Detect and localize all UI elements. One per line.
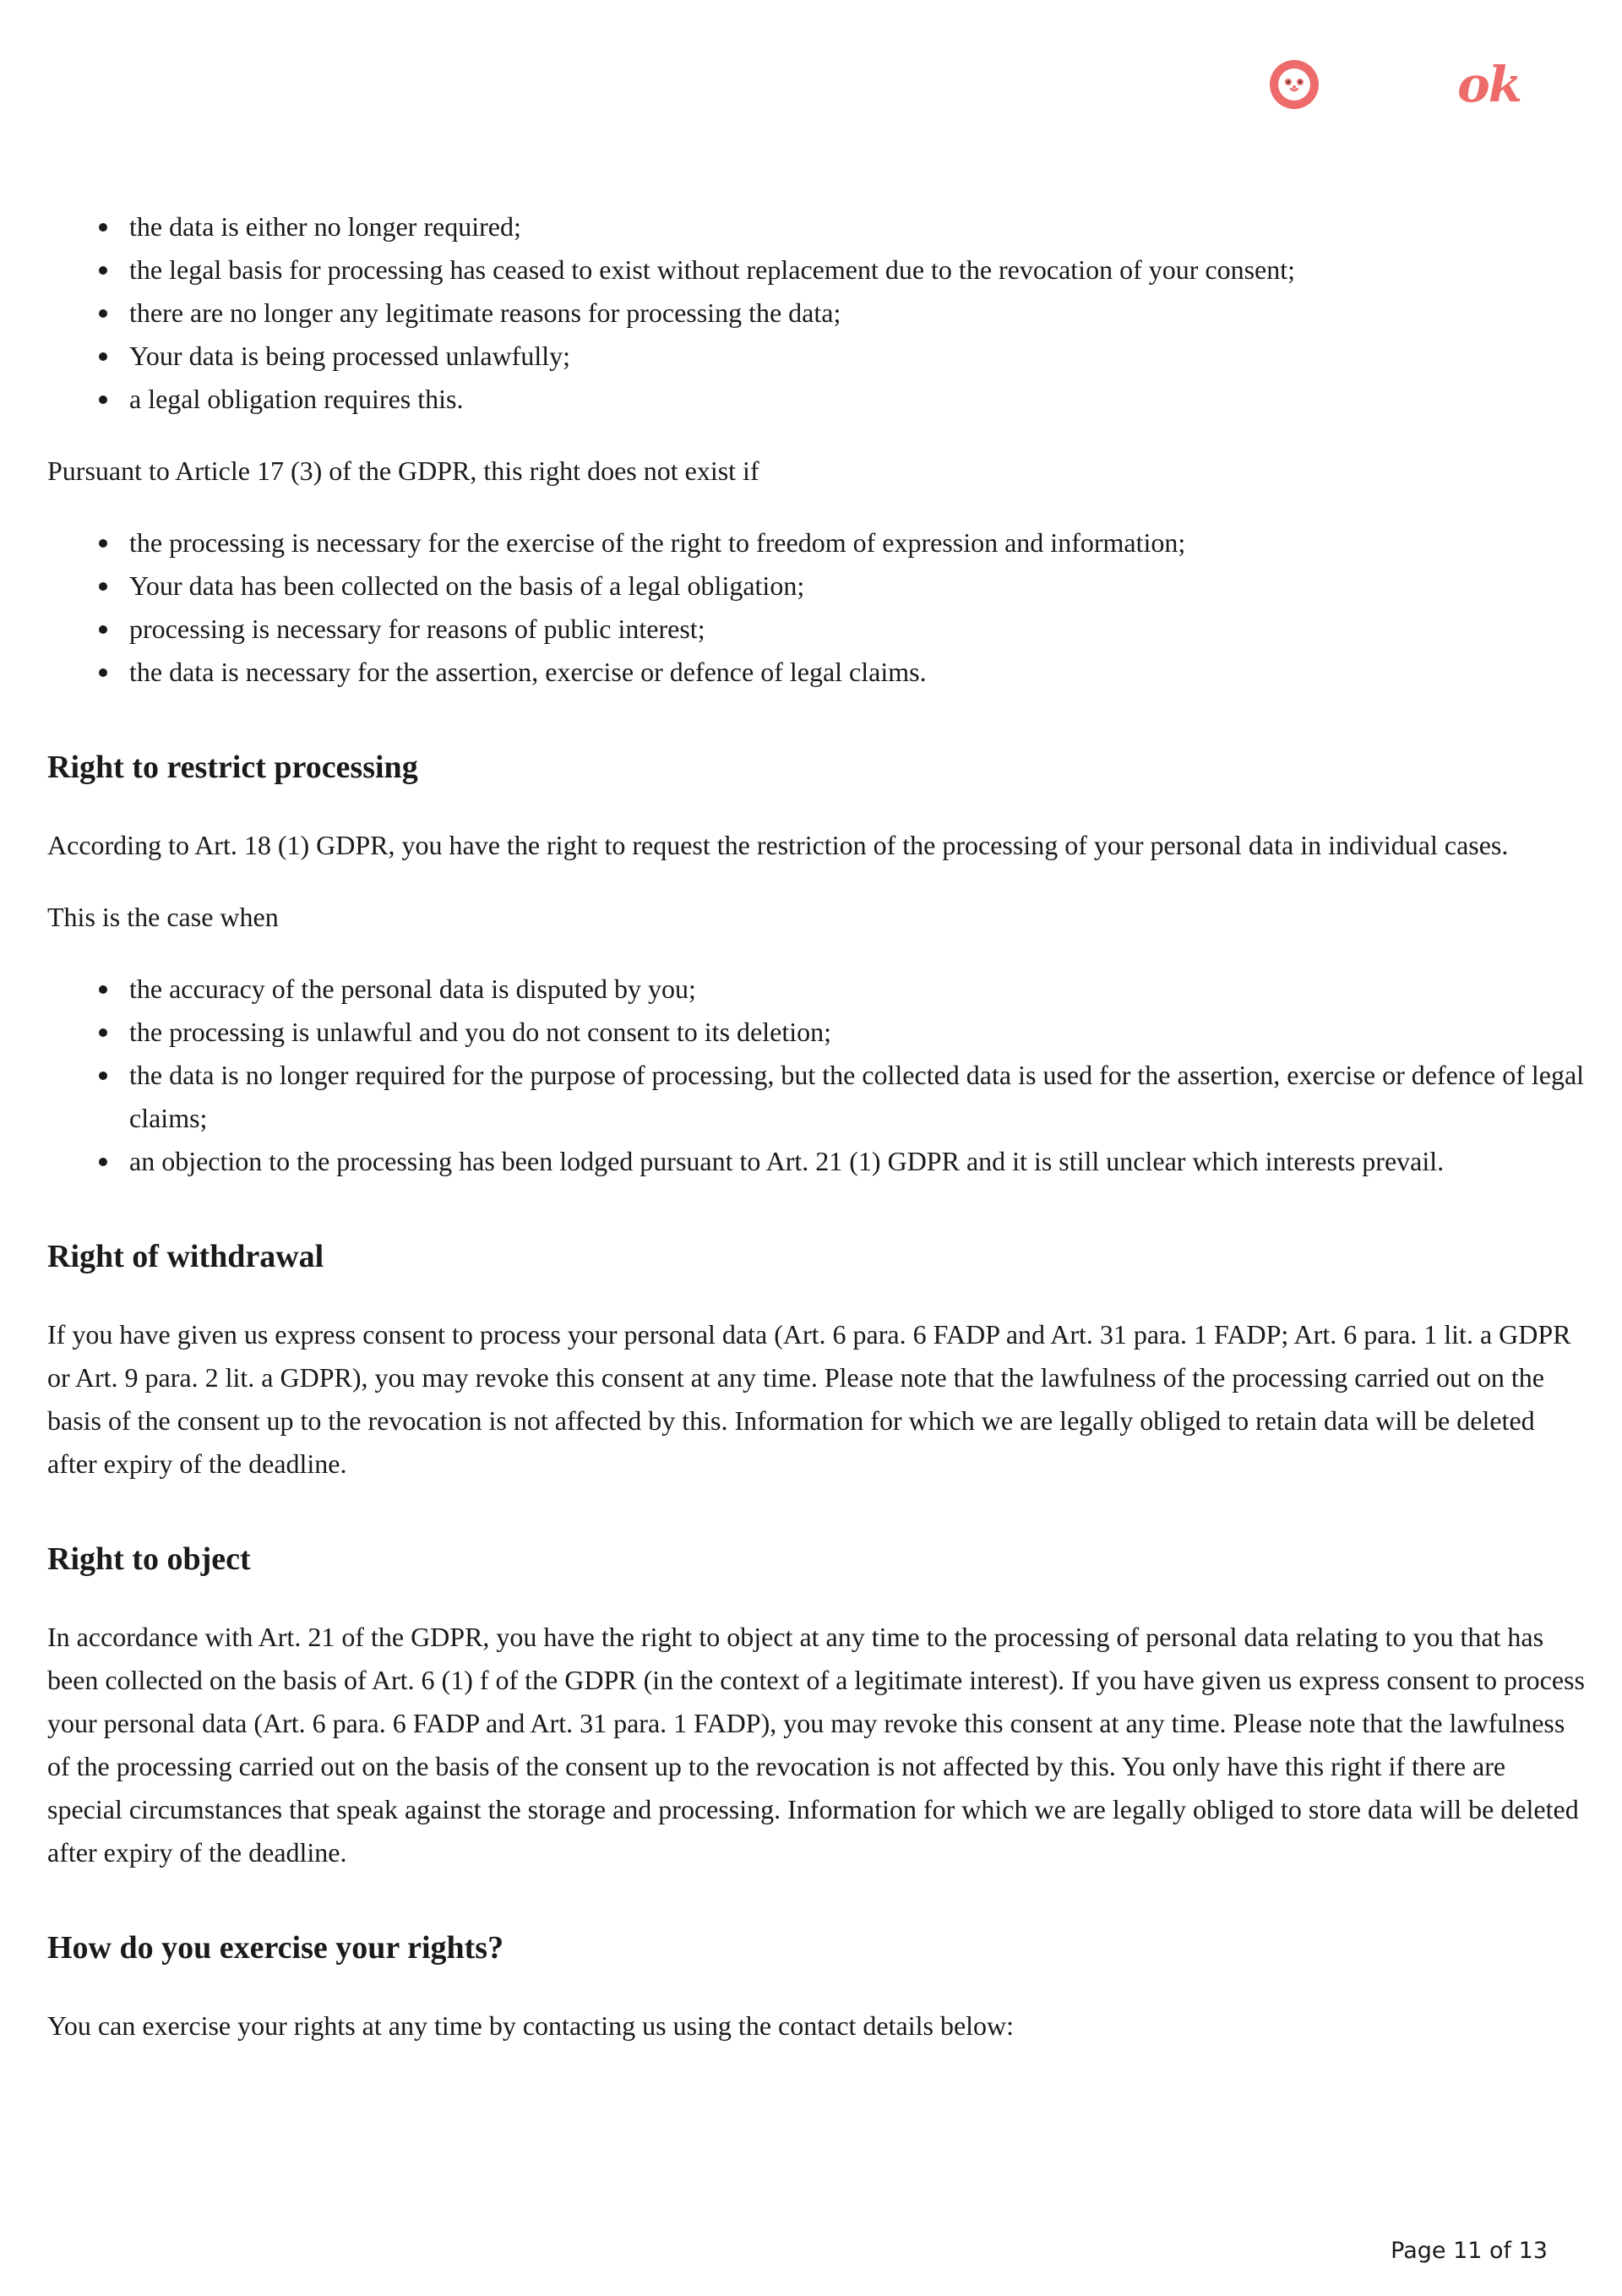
section-heading-withdrawal: Right of withdrawal xyxy=(47,1239,324,1274)
erasure-conditions-list xyxy=(47,205,1585,421)
list-item: there are no longer any legitimate reasons for processing the data; xyxy=(129,292,1585,335)
page-number: Page 11 of 13 xyxy=(1391,2238,1548,2264)
list-item: Your data has been collected on the basis of a legal obligation; xyxy=(129,564,1585,608)
restrict-conditions-list xyxy=(47,968,1585,1183)
list-item: a legal obligation requires this. xyxy=(129,378,1585,421)
list-item: the legal basis for processing has ceased to exist without replacement due to the revocation of your consent; xyxy=(129,248,1585,292)
restrict-paragraph: According to Art. 18 (1) GDPR, you have the right to request the restriction of the processing of your personal data in individual cases. xyxy=(47,830,1509,860)
list-item: the data is no longer required for the purpose of processing, but the collected data is used for the assertion, exercise or defence of legal claims; xyxy=(129,1054,1585,1140)
list-item: the data is necessary for the assertion, exercise or defence of legal claims. xyxy=(129,651,1585,694)
section-heading-exercise: How do you exercise your rights? xyxy=(47,1930,504,1966)
list-item: Your data is being processed unlawfully; xyxy=(129,335,1585,378)
brand-logo-text: ok xyxy=(1457,56,1521,113)
list-item: processing is necessary for reasons of public interest; xyxy=(129,608,1585,651)
section-heading-restrict: Right to restrict processing xyxy=(47,750,418,785)
list-item: the data is either no longer required; xyxy=(129,205,1585,248)
lion-face-logo-icon xyxy=(1267,57,1321,112)
document-body xyxy=(47,205,1585,2048)
list-item: an objection to the processing has been lodged pursuant to Art. 21 (1) GDPR and it is still unclear which interests prevail. xyxy=(129,1140,1585,1183)
list-item: the accuracy of the personal data is disputed by you; xyxy=(129,968,1585,1011)
exercise-paragraph: You can exercise your rights at any time by contacting us using the contact details below: xyxy=(47,2010,1015,2041)
list-item: the processing is necessary for the exercise of the right to freedom of expression and information; xyxy=(129,521,1585,564)
restrict-case-paragraph: This is the case when xyxy=(47,902,279,932)
withdrawal-paragraph: If you have given us express consent to process your personal data (Art. 6 para. 6 FADP and Art. 31 para. 1 FADP; Art. 6 para. 1 lit. a GDPR or Art. 9 para. 2 lit. a GDPR), you may revoke this consent at any time. Please note that the lawfulness of the processing carried out on the basis of the consent up to the revocation is not affected by this. Information for which we are legally obliged to retain data will be deleted after expiry of the deadline. xyxy=(47,1319,1571,1479)
object-paragraph: In accordance with Art. 21 of the GDPR, you have the right to object at any time to the processing of personal data relating to you that has been collected on the basis of Art. 6 (1) f of the GDPR (in the context of a legitimate interest). If you have given us express consent to process your personal data (Art. 6 para. 6 FADP and Art. 31 para. 1 FADP), you may revoke this consent at any time. Please note that the lawfulness of the processing carried out on the basis of the consent up to the revocation is not affected by this. You only have this right if there are special circumstances that speak against the storage and processing. Information for which we are legally obliged to store data will be deleted after expiry of the deadline. xyxy=(47,1622,1585,1868)
erasure-exceptions-list xyxy=(47,521,1585,694)
list-item: the processing is unlawful and you do not consent to its deletion; xyxy=(129,1011,1585,1054)
page-header xyxy=(1267,51,1538,118)
article17-paragraph: Pursuant to Article 17 (3) of the GDPR, this right does not exist if xyxy=(47,455,759,486)
section-heading-object: Right to object xyxy=(47,1541,251,1577)
